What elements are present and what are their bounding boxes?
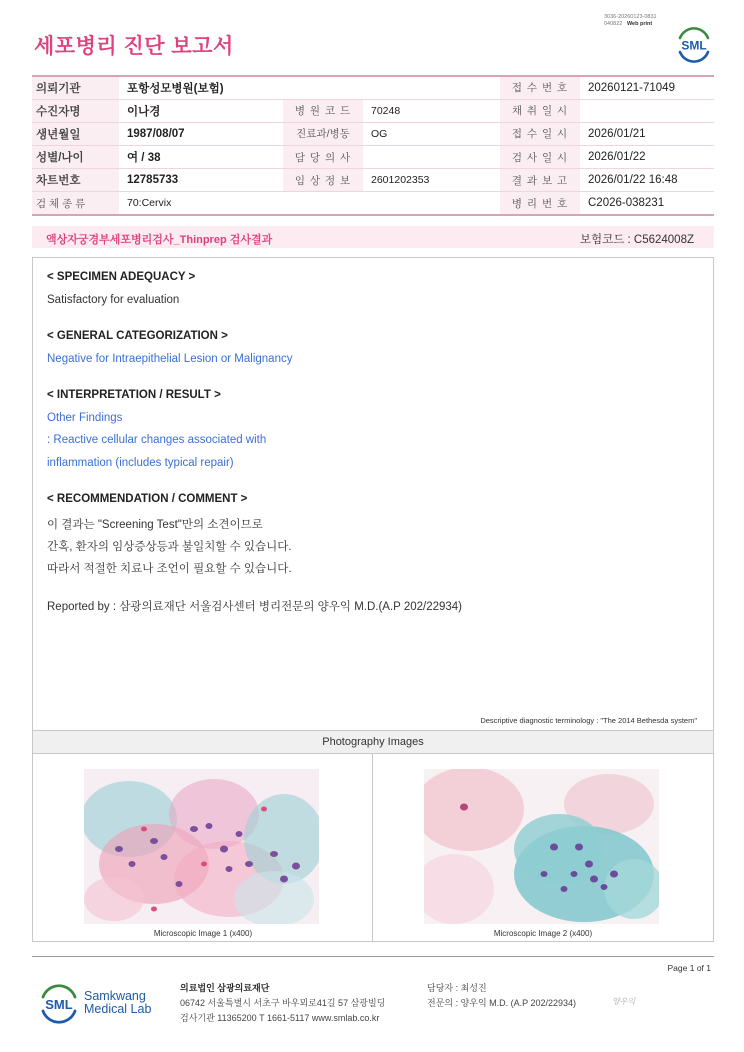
interpretation-line: Other Findings <box>47 412 123 424</box>
value-department: OG <box>363 122 500 145</box>
image-1-caption: Microscopic Image 1 (x400) <box>153 929 253 938</box>
recommendation-line: 간혹, 환자의 임상증상등과 불일치할 수 있습니다. <box>47 541 292 553</box>
microscopic-image-2 <box>424 769 659 924</box>
label-clinical-info: 임 상 정 보 <box>283 169 363 192</box>
info-row <box>32 122 714 145</box>
label-result-report: 결 과 보 고 <box>500 169 580 192</box>
value-birth-date: 1987/08/07 <box>119 122 283 145</box>
label-sex-age: 성별/나이 <box>32 146 119 169</box>
footer-manager: 담당자 : 최성진 <box>427 983 487 993</box>
report-title: 세포병리 진단 보고서 <box>34 35 234 58</box>
sml-logo-text: SML <box>681 38 707 53</box>
label-attending-doctor: 담 당 의 사 <box>283 146 363 169</box>
label-receipt-number: 접 수 번 호 <box>500 76 580 99</box>
sml-logo <box>674 24 714 64</box>
print-code-line2: 040822 Web print <box>604 20 653 27</box>
label-chart-number: 차트번호 <box>32 169 119 192</box>
info-row <box>32 192 714 215</box>
print-code <box>604 14 657 27</box>
value-hospital-code: 70248 <box>363 99 500 122</box>
label-collection-date: 채 취 일 시 <box>500 99 580 122</box>
footer-divider <box>32 956 714 957</box>
value-receipt-date: 2026/01/21 <box>580 122 714 145</box>
info-row <box>32 169 714 192</box>
photo-section-header <box>33 730 713 754</box>
image-2-caption: Microscopic Image 2 (x400) <box>493 929 593 938</box>
value-receipt-number: 20260121-71049 <box>580 76 714 99</box>
value-sex-age: 여 / 38 <box>119 146 283 169</box>
brand-line2: Medical Lab <box>84 1002 152 1016</box>
footer-contact: 검사기관 11365200 T 1661-5117 www.smlab.co.kr <box>180 1013 380 1023</box>
label-specimen-type: 검 체 종 류 <box>32 192 119 215</box>
label-exam-date: 검 사 일 시 <box>500 146 580 169</box>
recommendation-line: 따라서 적절한 치료나 조언이 필요할 수 있습니다. <box>47 563 292 575</box>
reported-by: Reported by : 삼광의료재단 서울검사센터 병리전문의 양우익 M.D.(A.P 202/22934) <box>47 601 463 613</box>
general-categorization-heading: < GENERAL CATEGORIZATION > <box>47 330 228 342</box>
interpretation-heading: < INTERPRETATION / RESULT > <box>47 389 221 401</box>
sml-footer-logo <box>38 982 80 1024</box>
info-row <box>32 146 714 169</box>
insurance-code: 보험코드 : C5624008Z <box>579 234 694 246</box>
patient-info-table <box>32 75 714 216</box>
page-number: Page 1 of 1 <box>667 963 711 973</box>
specimen-adequacy-text: Satisfactory for evaluation <box>47 294 180 306</box>
value-attending-doctor <box>363 146 500 169</box>
value-patient-name: 이나경 <box>119 99 283 122</box>
value-exam-date: 2026/01/22 <box>580 146 714 169</box>
interpretation-line: inflammation (includes typical repair) <box>47 457 234 469</box>
terminology-note: Descriptive diagnostic terminology : "The 2014 Bethesda system" <box>480 716 697 725</box>
value-specimen-type: 70:Cervix <box>119 192 283 215</box>
brand-name <box>84 990 151 1016</box>
recommendation-heading: < RECOMMENDATION / COMMENT > <box>47 493 248 505</box>
exam-title: 액상자궁경부세포병리검사_Thinprep 검사결과 <box>46 234 273 246</box>
footer-organization: 의료법인 삼광의료재단 <box>180 983 270 993</box>
value-clinical-info: 2601202353 <box>363 169 500 192</box>
microscopic-image-1 <box>84 769 319 924</box>
value-result-report: 2026/01/22 16:48 <box>580 169 714 192</box>
photo-divider <box>372 754 373 942</box>
label-birth-date: 생년월일 <box>32 122 119 145</box>
info-row <box>32 99 714 122</box>
label-pathology-number: 병 리 번 호 <box>500 192 580 215</box>
photo-section-title: Photography Images <box>322 736 424 748</box>
specialist-signature: 양우익 <box>612 997 636 1006</box>
label-receipt-date: 접 수 일 시 <box>500 122 580 145</box>
label-patient-name: 수진자명 <box>32 99 119 122</box>
footer-specialist: 전문의 : 양우익 M.D. (A.P 202/22934) <box>427 998 577 1008</box>
brand-line1: Samkwang <box>84 989 146 1003</box>
recommendation-line: 이 결과는 "Screening Test"만의 소견이므로 <box>47 519 263 531</box>
print-code-line1: 3036-20260123-0831 <box>604 14 657 20</box>
general-categorization-text: Negative for Intraepithelial Lesion or Malignancy <box>47 353 293 365</box>
exam-title-bar <box>32 226 714 248</box>
footer-address: 06742 서울특별시 서초구 바우뫼로41길 57 삼광빌딩 <box>180 998 386 1008</box>
specimen-adequacy-heading: < SPECIMEN ADEQUACY > <box>47 271 196 283</box>
value-pathology-number: C2026-038231 <box>580 192 714 215</box>
value-collection-date <box>580 99 714 122</box>
sml-footer-logo-text: SML <box>45 997 73 1012</box>
label-referring-institution: 의뢰기관 <box>32 76 119 99</box>
interpretation-line: : Reactive cellular changes associated with <box>47 434 267 446</box>
value-referring-institution: 포항성모병원(보험) <box>119 76 283 99</box>
label-hospital-code: 병 원 코 드 <box>283 99 363 122</box>
label-department: 진료과/병동 <box>283 122 363 145</box>
info-row <box>32 76 714 99</box>
report-box <box>32 257 714 942</box>
value-chart-number: 12785733 <box>119 169 283 192</box>
